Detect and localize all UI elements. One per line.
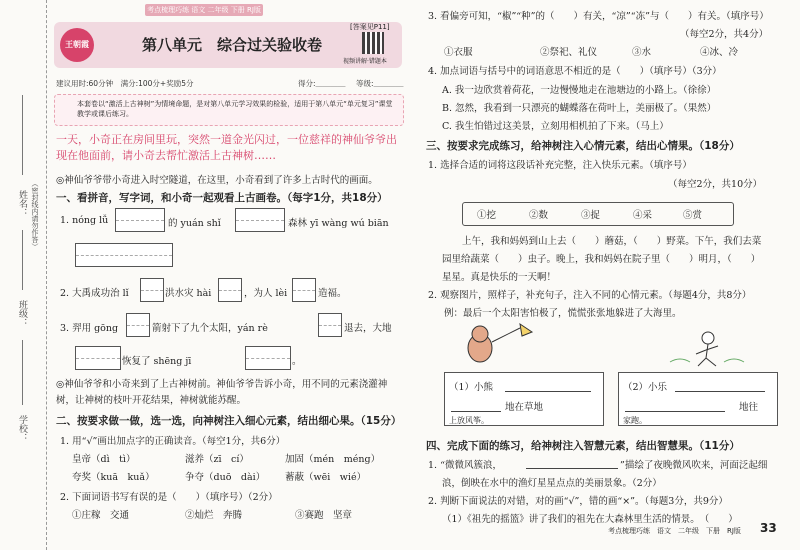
pinyin-choice[interactable]: 夸奖（kuā kuǎ） [72,472,155,483]
answer-grid[interactable] [126,313,150,337]
story-text: 一天，小奇正在房间里玩，突然一道金光闪过，一位慈祥的神仙爷爷出现在他面前，请小奇去帮忙激活上古神树…… [56,133,397,162]
answer-grid[interactable] [140,278,164,302]
logo: 王朝霞 [60,28,94,62]
q3-d: 恢复了 shēng jī [122,356,192,367]
blank-line[interactable] [625,411,725,412]
box1-a: （1）小熊 [449,382,494,393]
boy-icon [702,332,714,344]
answer-grid[interactable] [218,278,242,302]
para-line-2: 园里给蔬菜（ ）虫子。晚上，我和妈妈在院子里（ ）明月，（ ） [442,254,761,265]
r-q4-c[interactable]: C. 我生怕错过这美景，立刻用相机拍了下来。（马上） [442,121,669,132]
meta-time: 建议用时:60分钟 满分:100分+奖励5分 [56,79,194,88]
r-q3-2: 2. 观察图片，照样子，补充句子，注入不同的心情元素。（每题4分，共8分） [428,290,752,301]
school-label: 学校： [17,415,27,442]
q1-pinyin-b: 的 yuán shǐ [168,218,221,229]
para-line-3: 星星。真是快乐的一天啊！ [442,272,557,283]
answer-grid[interactable] [115,208,165,232]
hint-1: ◎神仙爷爷带小奇进入时空隧道，在这里，小奇看到了许多上古时代的画面。 [56,175,378,186]
r-q4-1-b: ”描绘了夜晚微风吹来，河面泛起细 [620,460,768,471]
name-line [22,95,23,175]
r-q3-2-example: 例：最后一个太阳害怕极了，慌慌张张地躲进了大海里。 [444,308,682,319]
intro-box [54,94,404,126]
box1-b: 地在草地 [505,402,544,413]
meta-score: 得分:＿＿＿＿ [298,79,346,88]
fill-box-2[interactable] [618,372,778,426]
box2-c: 家跑。 [623,416,647,425]
school-line [22,340,23,405]
r-q4-1-a: 1. “微微风簇浪， [428,460,502,471]
name-label: 姓名： [17,190,27,217]
seal-text: （密封线内请勿作答） [31,180,39,250]
answer-ref: [答案见P11] [350,23,390,31]
r-q4-2-a[interactable]: （1）《祖先的摇篮》讲了我们的祖先在大森林里生活的情景。 （ ） [442,514,738,525]
top-tag: 考点梳理巧练 语文 二年级 下册 RJ版 [145,4,263,16]
r-q4-2: 2. 判断下面说法的对错，对的画“√”，错的画“×”。（每题3分，共9分） [428,496,728,507]
binding-strip [0,0,47,550]
q1-pinyin-a: 1. nóng lǚ [60,215,109,226]
footer-text: 考点梳理巧练 语文 二年级 下册 RJ版 [608,527,741,535]
r-q4-a[interactable]: A. 我一边欣赏着荷花，一边慢慢地走在池塘边的小路上。（徐徐） [442,85,717,96]
r-q4-b[interactable]: B. 忽然，我看到一只漂亮的蝴蝶落在荷叶上，美丽极了。（果然） [442,103,717,114]
word-option-3[interactable]: ③赛跑 坚章 [295,510,353,521]
q2-a: 2. 大禹成功治 lǐ [60,288,129,299]
section-2-title: 二、按要求做一做，选一选，向神树注入细心元素，结出细心果。（15分） [56,415,402,427]
illustration [440,322,760,368]
r-q3-opt4[interactable]: ④冰、冷 [700,47,739,58]
answer-grid[interactable] [235,208,285,232]
opt-5[interactable]: ⑤赏 [683,210,703,221]
answer-grid[interactable] [75,243,173,267]
q2-1: 1. 用“√”画出加点字的正确读音。（每空1分，共6分） [60,436,286,447]
r-q3-opt3[interactable]: ③水 [632,47,652,58]
box2-a: （2）小乐 [623,382,668,393]
q2-2: 2. 下面词语书写有误的是（ ）（填序号）（2分） [60,492,278,503]
page-title: 第八单元 综合过关验收卷 [142,36,323,54]
fill-box-1[interactable] [444,372,604,426]
para-line-1: 上午，我和妈妈到山上去（ ）蘑菇，（ ）野菜。下午，我们去菜 [462,236,762,247]
class-label: 班级： [17,300,27,327]
word-option-2[interactable]: ②灿烂 奔腾 [185,510,243,521]
answer-grid[interactable] [318,313,342,337]
q2-b: 洪水灾 hài [165,288,212,299]
q1-pinyin-c: 森林 yī wàng wú biān [288,218,389,229]
opt-4[interactable]: ④采 [633,210,653,221]
pinyin-choice[interactable]: 皇帝（dì tì） [72,454,136,465]
answer-grid[interactable] [292,278,316,302]
class-line [22,230,23,290]
section-3-title: 三、按要求完成练习，给神树注入心情元素，结出心情果。（18分） [426,140,740,152]
box2-b: 地往 [739,402,759,413]
meta-grade: 等级:＿＿＿＿ [356,79,404,88]
r-q4: 4. 加点词语与括号中的词语意思不相近的是（ ）（填序号）（3分） [428,66,722,77]
qr-caption: 视频讲解·错题本 [343,58,387,65]
q2-d: 造福。 [318,288,347,299]
opt-2[interactable]: ②数 [529,210,549,221]
r-q3-1-score: （每空2分，共10分） [668,179,763,190]
q3-e: 。 [292,356,302,367]
q3-c: 退去，大地 [344,323,392,334]
hint-2: ◎神仙爷爷和小奇来到了上古神树前。神仙爷爷告诉小奇，用不同的元素浇灌神树，让神树的枝叶开花结果，神树就能苏醒。 [56,379,388,406]
qr-code[interactable] [362,32,384,54]
word-option-1[interactable]: ①庄稼 交通 [72,510,130,521]
r-q3-1: 1. 选择合适的词将这段话补充完整，注入快乐元素。（填序号） [428,160,692,171]
box1-c: 上放风筝。 [449,416,489,425]
opt-1[interactable]: ①挖 [477,210,497,221]
blank-line[interactable] [451,411,501,412]
answer-grid[interactable] [245,346,291,370]
pinyin-choice[interactable]: 滋养（zī cí） [185,454,249,465]
q3-a: 3. 羿用 gōng [60,323,119,334]
title-banner [54,22,402,68]
opt-3[interactable]: ③捉 [581,210,601,221]
pinyin-choice[interactable]: 争夺（duō dài） [185,472,266,483]
r-q3-opt2[interactable]: ②祭祀、礼仪 [540,47,598,58]
answer-grid[interactable] [75,346,121,370]
blank-line[interactable] [526,468,618,469]
intro-text: 本套卷以“激活上古神树”为情境命题，是对第八单元学习效果的检验，适用于第八单元“单元复习”课堂教学或课后练习。 [77,100,393,118]
blank-line[interactable] [505,391,591,392]
section-1-title: 一、看拼音，写字词，和小奇一起观看上古画卷。（每字1分，共18分） [56,192,388,204]
word-option-box [462,202,734,226]
r-q3-score: （每空2分，共4分） [680,29,769,40]
pinyin-choice[interactable]: 加固（mén méng） [285,454,381,465]
r-q4-1-c: 浪，倒映在水中的渔灯星星点点的美丽景象。（2分） [442,478,662,489]
section-4-title: 四、完成下面的练习，给神树注入智慧元素，结出智慧果。（11分） [426,440,740,452]
r-q3: 3. 看偏旁可知，“椒”“种”的（ ）有关，“凉”“冻”与（ ）有关。（填序号） [428,11,769,22]
q2-c: ，为人 lèi [244,288,288,299]
q3-b: 箭射下了九个太阳，yán rè [152,323,268,334]
kite-icon [520,324,532,336]
page-number: 33 [760,521,777,535]
r-q3-opt1[interactable]: ①衣服 [444,47,473,58]
blank-line[interactable] [675,391,765,392]
pinyin-choice[interactable]: 蓄蔽（wēi wié） [285,472,367,483]
